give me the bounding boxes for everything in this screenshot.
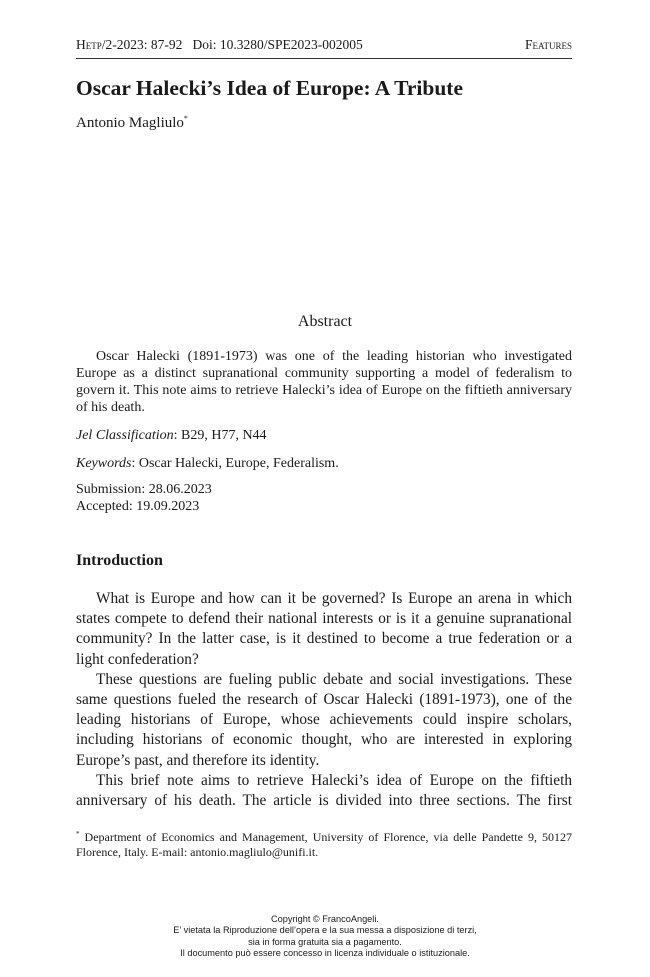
keywords-label: Keywords xyxy=(76,456,132,471)
introduction-body xyxy=(76,589,572,811)
jel-classification xyxy=(76,427,267,444)
abstract-text: Oscar Halecki (1891-1973) was one of the leading historian who investigated Europe as a distinct supranational community supporting a model of federalism to govern it. This note aims to retrieve Halecki’s idea of Europe on the fiftieth anniversary of his death. xyxy=(76,349,572,415)
journal-name: Hetp xyxy=(76,37,102,52)
issue-pages: /2-2023: 87-92 xyxy=(101,37,183,52)
header-rule xyxy=(76,58,572,59)
submission-date: Submission: 28.06.2023 xyxy=(76,482,212,497)
keywords-value: : Oscar Halecki, Europe, Federalism. xyxy=(131,456,339,471)
copyright-line: sia in forma gratuita sia a pagamento. xyxy=(248,936,402,947)
copyright-line: E’ vietata la Riproduzione dell’opera e la sua messa a disposizione di terzi, xyxy=(173,925,477,936)
paragraph: This brief note aims to retrieve Halecki’s idea of Europe on the fiftieth anniversary of his death. The article is divided into three sections. The first xyxy=(76,771,572,810)
footnote-text: Department of Economics and Management, University of Florence, via delle Pandette 9, 50127 Florence, Italy. E-mail: antonio.magliulo@unifi.it. xyxy=(76,830,572,859)
paragraph: These questions are fueling public debate and social investigations. These same questions fueled the research of Oscar Halecki (1891-1973), one of the leading historians of Europe, whose achievements could inspire scholars, including historians of economic thought, who are interested in exploring Europe’s past, and therefore its identity. xyxy=(76,670,572,769)
copyright-line: Copyright © FrancoAngeli. xyxy=(271,914,379,924)
copyright-line: Il documento può essere concesso in licenza individuale o istituzionale. xyxy=(180,948,470,959)
section-label: Features xyxy=(524,37,572,52)
doi: Doi: 10.3280/SPE2023-002005 xyxy=(192,37,363,52)
author-footnote-mark: * xyxy=(183,114,188,123)
jel-value: : B29, H77, N44 xyxy=(173,428,267,443)
keywords xyxy=(76,455,339,472)
author-footnote xyxy=(76,827,572,860)
journal-citation xyxy=(76,37,363,53)
introduction-heading: Introduction xyxy=(76,552,163,569)
abstract-heading: Abstract xyxy=(297,313,353,330)
footnote-mark: * xyxy=(76,830,80,838)
jel-label: Jel Classification xyxy=(76,428,174,443)
paragraph: What is Europe and how can it be governed? Is Europe an arena in which states compete to defend their national interests or is it a genuine supranational community? In the latter case, is it destined to become a true federation or a light confederation? xyxy=(76,590,572,668)
running-header xyxy=(76,37,572,53)
copyright-notice xyxy=(0,914,650,960)
article-title: Oscar Halecki’s Idea of Europe: A Tribute xyxy=(76,76,464,100)
accepted-date: Accepted: 19.09.2023 xyxy=(76,499,200,514)
author-line xyxy=(76,114,188,132)
author-name: Antonio Magliulo xyxy=(76,115,184,131)
